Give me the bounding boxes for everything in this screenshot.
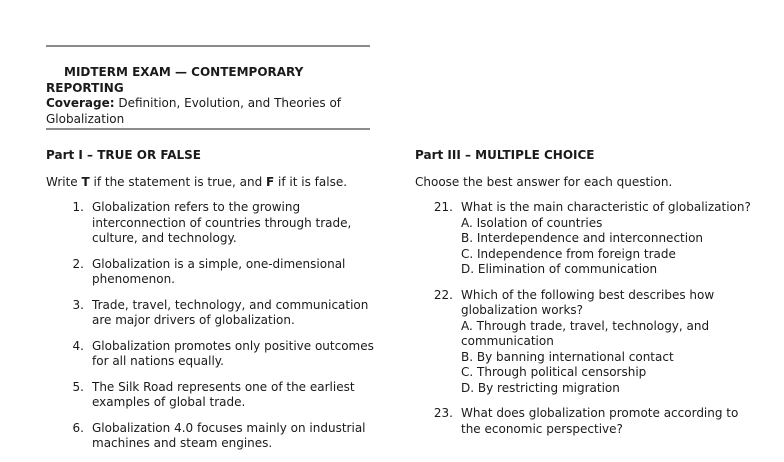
item-number: 5. (72, 379, 84, 394)
item-text: Globalization promotes only positive outcomes for all nations equally. (92, 338, 374, 368)
item-number: 1. (72, 200, 84, 214)
part1-column (46, 148, 376, 462)
item-text: Globalization is a simple, one-dimensional phenomenon. (92, 256, 346, 286)
choice-c: C. Independence from foreign trade (461, 246, 676, 261)
list-item (46, 298, 376, 329)
question-number: 21. (433, 200, 453, 214)
exam-header (46, 65, 366, 127)
choice-d: D. Elimination of communication (461, 262, 658, 276)
item-text: Trade, travel, technology, and communication are major drivers of globalization. (92, 297, 369, 327)
choices (461, 319, 755, 397)
part1-instr-pre: Write (46, 174, 82, 189)
question-item (415, 288, 755, 397)
choice-c: C. Through political censorship (461, 365, 647, 379)
item-text: Globalization refers to the growing interconnection of countries through trade, culture, and technology. (92, 200, 352, 245)
choice-b: B. Interdependence and interconnection (461, 231, 704, 245)
coverage-line (46, 96, 366, 127)
part1-instructions (46, 175, 376, 191)
choice-a: A. Isolation of countries (461, 215, 603, 230)
list-item (46, 339, 376, 370)
item-number: 6. (72, 420, 84, 435)
part1-items (46, 200, 376, 452)
header-bottom-rule (46, 128, 370, 130)
question-body (461, 200, 755, 278)
list-item (46, 200, 376, 247)
question-text: Which of the following best describes how globalization works? (461, 287, 715, 317)
choices (461, 216, 755, 278)
coverage-text: Definition, Evolution, and Theories of Globalization (46, 96, 342, 126)
part3-column (415, 148, 755, 447)
part3-items (415, 200, 755, 437)
question-text: What is the main characteristic of globalization? (461, 200, 751, 214)
item-number: 4. (72, 338, 84, 353)
item-number: 3. (72, 297, 84, 312)
part1-heading: Part I – TRUE OR FALSE (46, 148, 201, 162)
choice-a: A. Through trade, travel, technology, and communication (461, 318, 710, 348)
list-item (46, 380, 376, 411)
item-text: The Silk Road represents one of the earliest examples of global trade. (92, 379, 355, 409)
part1-instr-t: T (81, 174, 90, 189)
part3-instructions: Choose the best answer for each question. (415, 174, 673, 189)
choice-d: D. By restricting migration (461, 380, 620, 395)
header-top-rule (46, 45, 370, 47)
choice-b: B. By banning international contact (461, 349, 674, 364)
list-item (46, 257, 376, 288)
question-item (415, 200, 755, 278)
question-item (415, 406, 755, 437)
part1-instr-mid: if the statement is true, and (89, 174, 267, 189)
list-item (46, 421, 376, 452)
exam-title: MIDTERM EXAM — CONTEMPORARY REPORTING (46, 65, 304, 95)
question-number: 22. (433, 287, 453, 302)
item-text: Globalization 4.0 focuses mainly on industrial machines and steam engines. (92, 420, 366, 450)
question-text: What does globalization promote according to the economic perspective? (461, 406, 739, 436)
question-number: 23. (433, 406, 453, 420)
part1-instr-post: if it is false. (274, 174, 348, 189)
part3-heading: Part III – MULTIPLE CHOICE (415, 148, 595, 162)
question-body (461, 288, 755, 397)
part1-instr-f: F (266, 174, 275, 189)
item-number: 2. (72, 256, 84, 271)
coverage-label: Coverage: (46, 96, 115, 110)
question-body (461, 406, 755, 437)
